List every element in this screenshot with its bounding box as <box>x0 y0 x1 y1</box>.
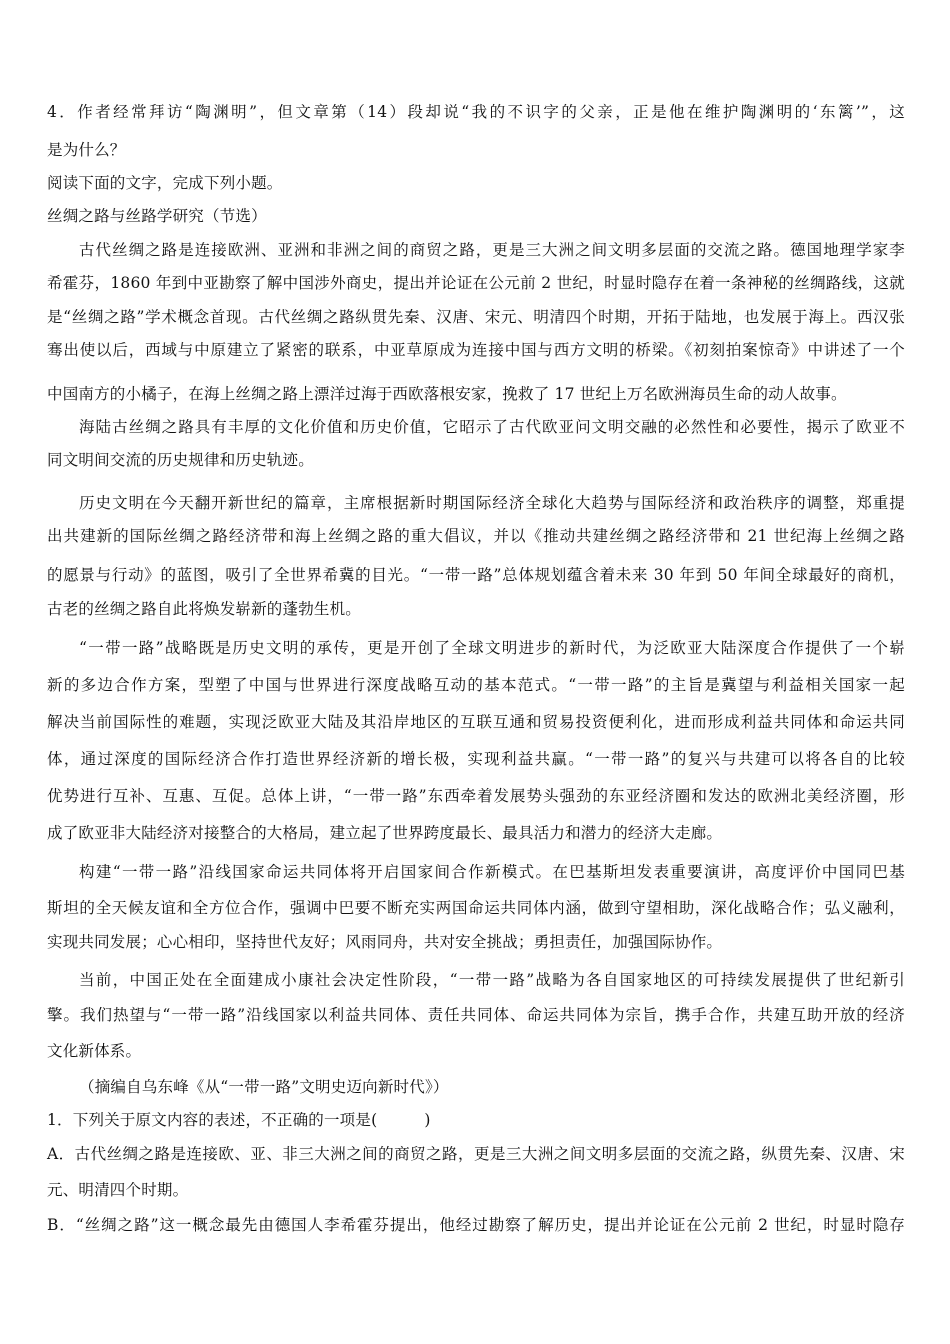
paragraph-4-line-4: 体，通过深度的国际经济合作打造世界经济新的增长极，实现利益共赢。“一带一路”的复兴与共建可以将各自的比较 <box>47 750 905 768</box>
paragraph-3-line-3: 的愿景与行动》的蓝图，吸引了全世界希冀的目光。“一带一路”总体规划蕴含着未来 30 年到 50 年间全球最好的商机， <box>47 566 905 584</box>
paragraph-3-line-1: 历史文明在今天翻开新世纪的篇章，主席根据新时期国际经济全球化大趋势与国际经济和政治秩序的调整，郑重提 <box>79 494 905 512</box>
paragraph-1-line-2: 希霍芬，1860 年到中亚勘察了解中国涉外商史，提出并论证在公元前 2 世纪，时显时隐存在着一条神秘的丝绸路线，这就 <box>47 274 905 292</box>
paragraph-4-line-1: “一带一路”战略既是历史文明的承传，更是开创了全球文明进步的新时代，为泛欧亚大陆深度合作提供了一个崭 <box>79 639 905 657</box>
reading-instruction: 阅读下面的文字，完成下列小题。 <box>47 174 283 192</box>
paragraph-6-line-2: 擎。我们热望与“一带一路”沿线国家以利益共同体、责任共同体、命运共同体为宗旨，携手合作，共建互助开放的经济 <box>47 1006 905 1024</box>
paragraph-4-line-2: 新的多边合作方案，型塑了中国与世界进行深度战略互动的基本范式。“一带一路”的主旨是冀望与利益相关国家一起 <box>47 676 905 694</box>
option-a-line-1: A．古代丝绸之路是连接欧、亚、非三大洲之间的商贸之路，更是三大洲之间文明多层面的交流之路，纵贯先秦、汉唐、宋 <box>47 1145 905 1163</box>
paragraph-5-line-2: 斯坦的全天候友谊和全方位合作，强调中巴要不断充实两国命运共同体内涵，做到守望相助，深化战略合作；弘义融利， <box>47 899 905 917</box>
option-a-line-2: 元、明清四个时期。 <box>47 1181 189 1199</box>
paragraph-1-line-4: 骞出使以后，西域与中原建立了紧密的联系，中亚草原成为连接中国与西方文明的桥梁。《初刻拍案惊奇》中讲述了一个 <box>47 341 905 359</box>
paragraph-1-line-3: 是“丝绸之路”学术概念首现。古代丝绸之路纵贯先秦、汉唐、宋元、明清四个时期，开拓于陆地，也发展于海上。西汉张 <box>47 308 905 326</box>
paragraph-4-line-3: 解决当前国际性的难题，实现泛欧亚大陆及其沿岸地区的互联互通和贸易投资便利化，进而形成利益共同体和命运共同 <box>47 713 905 731</box>
article-source: （摘编自乌东峰《从“一带一路”文明史迈向新时代》） <box>79 1078 449 1096</box>
paragraph-4-line-5: 优势进行互补、互惠、互促。总体上讲，“一带一路”东西牵着发展势头强劲的东亚经济圈和发达的欧洲北美经济圈，形 <box>47 787 905 805</box>
paragraph-1-line-5: 中国南方的小橘子，在海上丝绸之路上漂洋过海于西欧落根安家，挽救了 17 世纪上万名欧洲海员生命的动人故事。 <box>47 385 847 403</box>
article-title: 丝绸之路与丝路学研究（节选） <box>47 207 267 225</box>
question4-line-1: 4．作者经常拜访“陶渊明”，但文章第（14）段却说“我的不识字的父亲，正是他在维护陶渊明的‘东篱’”，这 <box>47 103 905 121</box>
paragraph-6-line-1: 当前，中国正处在全面建成小康社会决定性阶段，“一带一路”战略为各自国家地区的可持续发展提供了世纪新引 <box>79 971 905 989</box>
paragraph-4-line-6: 成了欧亚非大陆经济对接整合的大格局，建立起了世界跨度最长、最具活力和潜力的经济大走廊。 <box>47 824 723 842</box>
paragraph-2-line-1: 海陆古丝绸之路具有丰厚的文化价值和历史价值，它昭示了古代欧亚问文明交融的必然性和必要性，揭示了欧亚不 <box>79 418 905 436</box>
question4-line-2: 是为什么？ <box>47 141 126 159</box>
option-b-line-1: B．“丝绸之路”这一概念最先由德国人李希霍芬提出，他经过勘察了解历史，提出并论证在公元前 2 世纪，时显时隐存 <box>47 1216 905 1234</box>
paragraph-6-line-3: 文化新体系。 <box>47 1042 142 1060</box>
paragraph-3-line-4: 古老的丝绸之路自此将焕发崭新的蓬勃生机。 <box>47 600 362 618</box>
paragraph-5-line-1: 构建“一带一路”沿线国家命运共同体将开启国家间合作新模式。在巴基斯坦发表重要演讲，高度评价中国同巴基 <box>79 863 905 881</box>
paragraph-1-line-1: 古代丝绸之路是连接欧洲、亚洲和非洲之间的商贸之路，更是三大洲之间文明多层面的交流之路。德国地理学家李 <box>79 241 905 259</box>
paragraph-2-line-2: 同文明间交流的历史规律和历史轨迹。 <box>47 451 314 469</box>
paragraph-3-line-2: 出共建新的国际丝绸之路经济带和海上丝绸之路的重大倡议，并以《推动共建丝绸之路经济带和 21 世纪海上丝绸之路 <box>47 527 905 545</box>
question1-stem: 1．下列关于原文内容的表述，不正确的一项是( ) <box>47 1111 431 1129</box>
paragraph-5-line-3: 实现共同发展；心心相印，坚持世代友好；风雨同舟，共对安全挑战；勇担责任，加强国际协作。 <box>47 933 723 951</box>
